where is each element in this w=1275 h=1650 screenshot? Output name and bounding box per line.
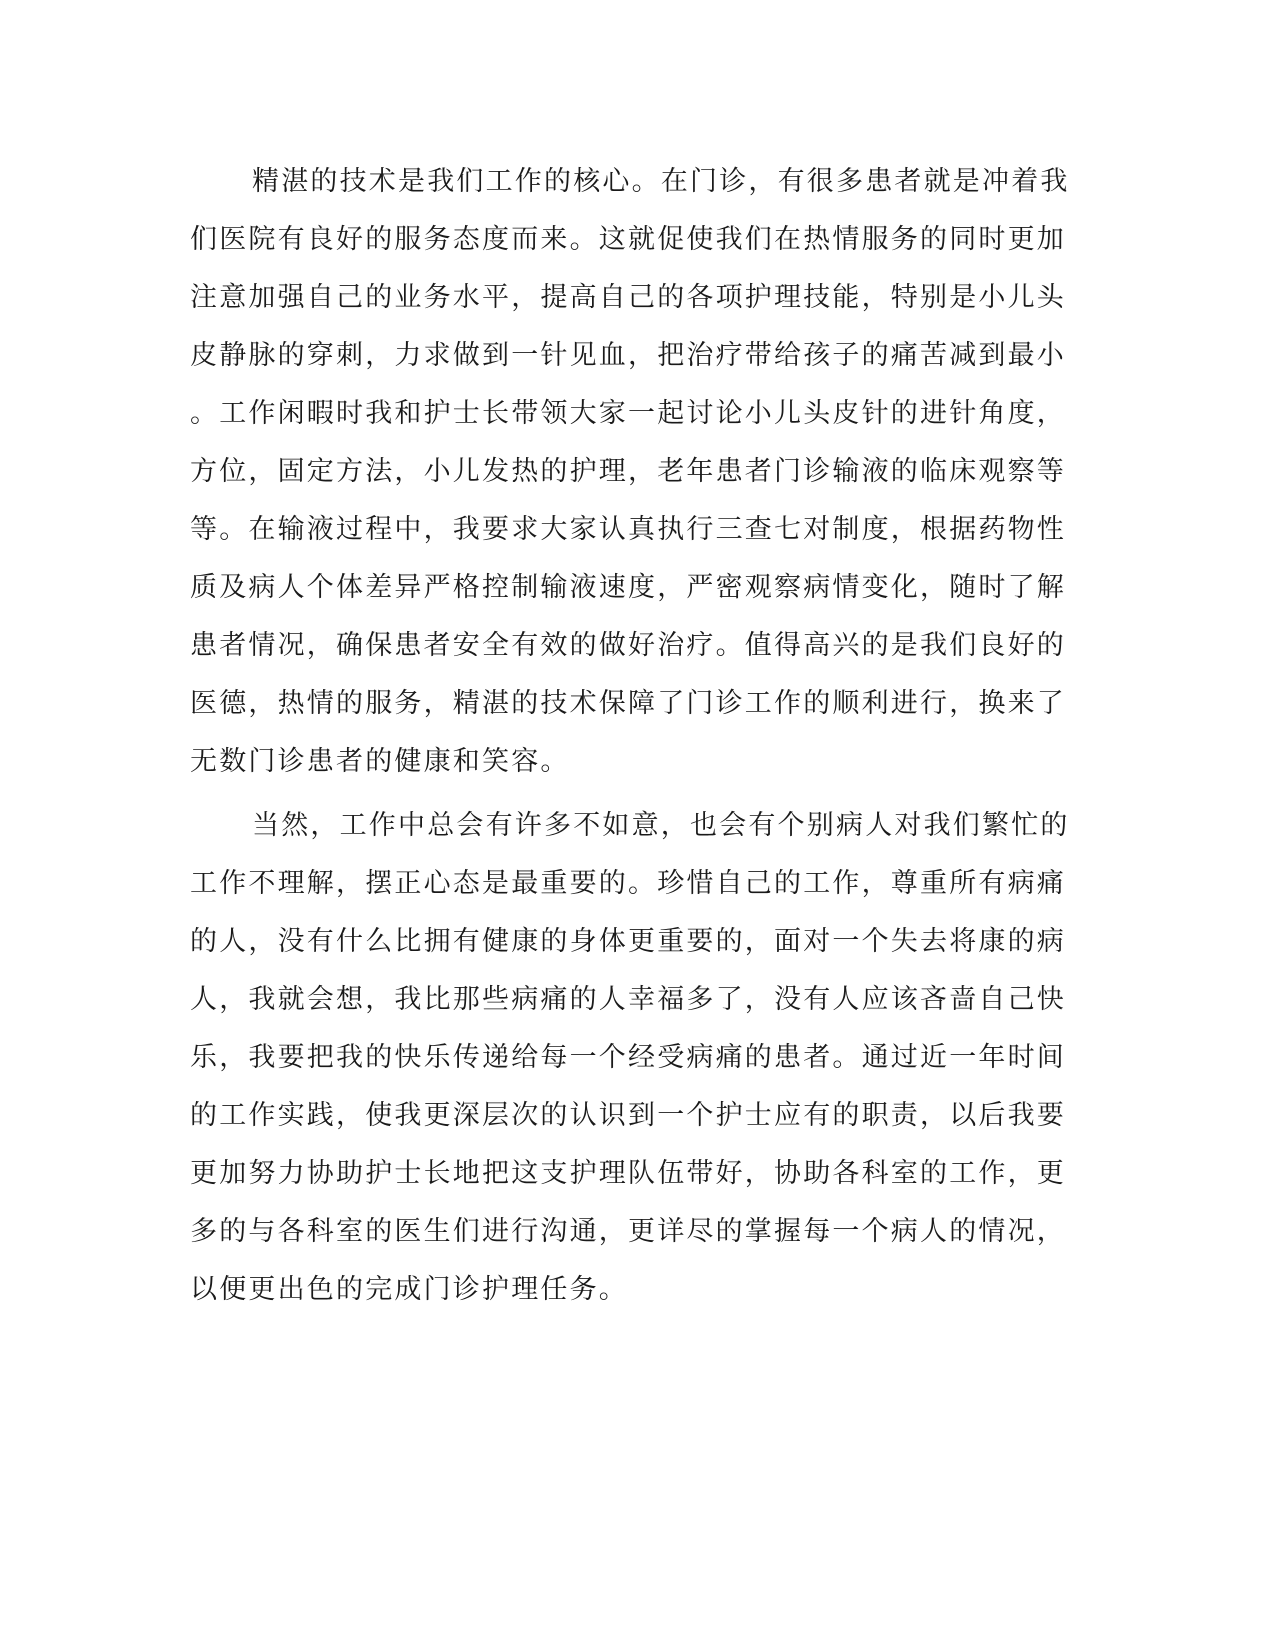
paragraph-line: 精湛的技术是我们工作的核心。在门诊，有很多患者就是冲着我 xyxy=(252,166,1070,197)
paragraph-line: 当然，工作中总会有许多不如意，也会有个别病人对我们繁忙的 xyxy=(252,810,1070,841)
paragraph-line: 乐，我要把我的快乐传递给每一个经受病痛的患者。通过近一年时间 xyxy=(190,1042,1066,1073)
paragraph-line: 的工作实践，使我更深层次的认识到一个护士应有的职责，以后我要 xyxy=(190,1100,1066,1131)
paragraph-line: 。工作闲暇时我和护士长带领大家一起讨论小儿头皮针的进针角度， xyxy=(190,398,1066,429)
paragraph-line: 无数门诊患者的健康和笑容。 xyxy=(190,746,570,777)
paragraph-line: 工作不理解，摆正心态是最重要的。珍惜自己的工作，尊重所有病痛 xyxy=(190,868,1066,899)
paragraph-line: 以便更出色的完成门诊护理任务。 xyxy=(190,1274,628,1305)
paragraph-line: 多的与各科室的医生们进行沟通，更详尽的掌握每一个病人的情况， xyxy=(190,1216,1066,1247)
paragraph-line: 注意加强自己的业务水平，提高自己的各项护理技能，特别是小儿头 xyxy=(190,282,1066,313)
paragraph-line: 人，我就会想，我比那些病痛的人幸福多了，没有人应该吝啬自己快 xyxy=(190,984,1066,1015)
paragraph-line: 的人，没有什么比拥有健康的身体更重要的，面对一个失去将康的病 xyxy=(190,926,1066,957)
paragraph-line: 们医院有良好的服务态度而来。这就促使我们在热情服务的同时更加 xyxy=(190,224,1066,255)
paragraph-line: 质及病人个体差异严格控制输液速度，严密观察病情变化，随时了解 xyxy=(190,572,1066,603)
paragraph-line: 更加努力协助护士长地把这支护理队伍带好，协助各科室的工作，更 xyxy=(190,1158,1066,1189)
paragraph-line: 医德，热情的服务，精湛的技术保障了门诊工作的顺利进行，换来了 xyxy=(190,688,1066,719)
paragraph-line: 等。在输液过程中，我要求大家认真执行三查七对制度，根据药物性 xyxy=(190,514,1066,545)
paragraph-line: 方位，固定方法，小儿发热的护理，老年患者门诊输液的临床观察等 xyxy=(190,456,1066,487)
paragraph-line: 患者情况，确保患者安全有效的做好治疗。值得高兴的是我们良好的 xyxy=(190,630,1066,661)
paragraph-line: 皮静脉的穿刺，力求做到一针见血，把治疗带给孩子的痛苦减到最小 xyxy=(190,340,1066,371)
